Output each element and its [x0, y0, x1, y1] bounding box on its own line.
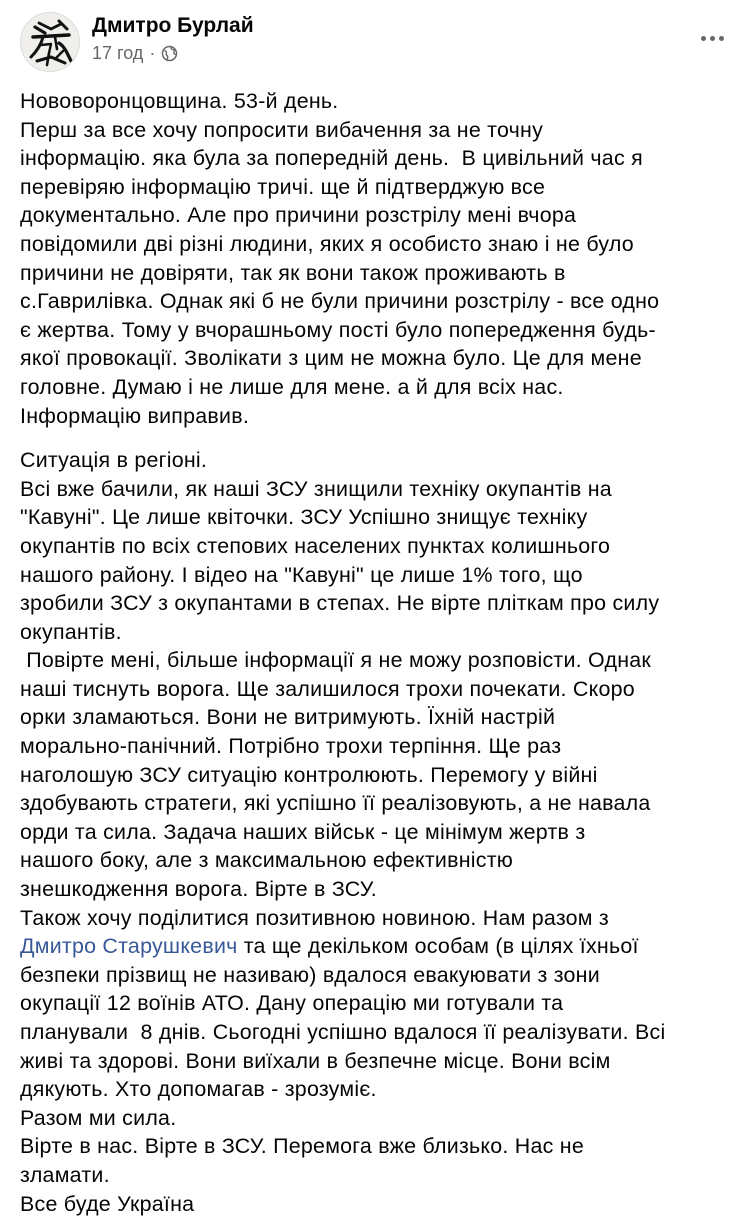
post-meta: [92, 43, 178, 64]
text-line: знешкодження ворога. Вірте в ЗСУ.: [20, 877, 377, 902]
text-line: повідомили дві різні людини, яких я особисто знаю і не було: [20, 231, 634, 256]
mention-line-rest: та ще декільком особам (в цілях їхньої: [237, 934, 639, 959]
text-line: наші тиснуть ворога. Ще залишилося трохи почекати. Скоро: [20, 676, 635, 701]
text-line: Також хочу поділитися позитивною новиною. Нам разом з: [20, 905, 609, 930]
text-line: якої провокації. Зволікати з цим не можна було. Це для мене: [20, 346, 642, 371]
text-line: нашого боку, але з максимальною ефективністю: [20, 848, 514, 873]
text-line: Вірте в нас. Вірте в ЗСУ. Перемога вже близько. Нас не: [20, 1134, 584, 1159]
text-line: окупації 12 воїнів АТО. Дану операцію ми готували та: [20, 991, 564, 1016]
more-dot: [719, 36, 724, 41]
text-line: Ситуація в регіоні.: [20, 448, 208, 473]
text-line: є жертва. Тому у вчорашньому пості було попередження будь-: [20, 317, 656, 342]
text-line: головне. Думаю і не лише для мене. а й для всіх нас.: [20, 374, 564, 399]
post-paragraph-1: [20, 87, 732, 430]
calligraphy-glyph: [21, 13, 80, 72]
text-line: інформацію. яка була за попередній день. В цивільний час я: [20, 146, 643, 171]
text-line: Разом ми сила.: [20, 1105, 177, 1130]
text-line: Перш за все хочу попросити вибачення за не точну: [20, 117, 544, 142]
calligraphy-avatar-icon[interactable]: [20, 12, 80, 72]
post-paragraph-2: [20, 446, 732, 932]
text-line: с.Гаврилівка. Однак які б не були причини розстрілу - все одно: [20, 289, 660, 314]
more-options-icon[interactable]: [694, 26, 730, 50]
text-line: нашого району. І відео на "Кавуні" це лише 1% того, що: [20, 562, 583, 587]
text-line: "Кавуні". Це лише квіточки. ЗСУ Успішно знищує техніку: [20, 505, 588, 530]
text-line: документально. Але про причини розстрілу мені вчора: [20, 203, 577, 228]
text-line: орки зламаються. Вони не витримують. Їхній настрій: [20, 705, 556, 730]
text-line: зробили ЗСУ з окупантами в степах. Не вірте пліткам про силу: [20, 591, 660, 616]
text-line: Нововоронцовщина. 53-й день.: [20, 89, 339, 113]
author-name[interactable]: Дмитро Бурлай: [92, 14, 254, 37]
text-line: Повірте мені, більше інформації я не можу розповісти. Однак: [20, 648, 652, 673]
text-line: перевіряю інформацію тричі. ще й підтверджую все: [20, 174, 546, 199]
text-line: причини не довіряти, так як вони також проживають в: [20, 260, 566, 285]
more-dot: [710, 36, 715, 41]
text-line: окупантів.: [20, 619, 122, 644]
text-line: наголошую ЗСУ ситуацію контролюють. Перемогу у війні: [20, 762, 598, 787]
post-timestamp[interactable]: 17 год: [92, 43, 144, 63]
text-line: орди та сила. Задача наших військ - це мінімум жертв з: [20, 819, 586, 844]
text-line: Все буде Україна: [20, 1191, 195, 1216]
text-line: безпеки прізвищ не називаю) вдалося евакуювати з зони: [20, 962, 600, 987]
mention-link[interactable]: Дмитро Старушкевич: [20, 934, 238, 959]
post-body: [20, 87, 732, 1218]
text-line: морально-панічний. Потрібно трохи терпіння. Ще раз: [20, 734, 562, 759]
more-dot: [701, 36, 706, 41]
paragraph-gap: [20, 430, 732, 446]
text-line: Всі вже бачили, як наші ЗСУ знищили техніку окупантів на: [20, 476, 612, 501]
text-line: окупантів по всіх степових населених пунктах колишнього: [20, 533, 611, 558]
meta-separator: ·: [149, 43, 156, 63]
text-line: здобувають стратеги, які успішно її реалізовують, а не навала: [20, 791, 651, 816]
text-line: живі та здорові. Вони виїхали в безпечне місце. Вони всім: [20, 1048, 611, 1073]
post-header: [20, 12, 730, 74]
text-line: зламати.: [20, 1162, 110, 1187]
text-line: дякують. Хто допомагав - зрозуміє.: [20, 1077, 377, 1102]
text-line: Інформацію виправив.: [20, 403, 250, 428]
mention-line: [20, 932, 732, 961]
globe-icon[interactable]: [161, 45, 178, 62]
post-paragraph-3: [20, 961, 732, 1218]
text-line: планували 8 днів. Сьогодні успішно вдалося її реалізувати. Всі: [20, 1020, 666, 1044]
